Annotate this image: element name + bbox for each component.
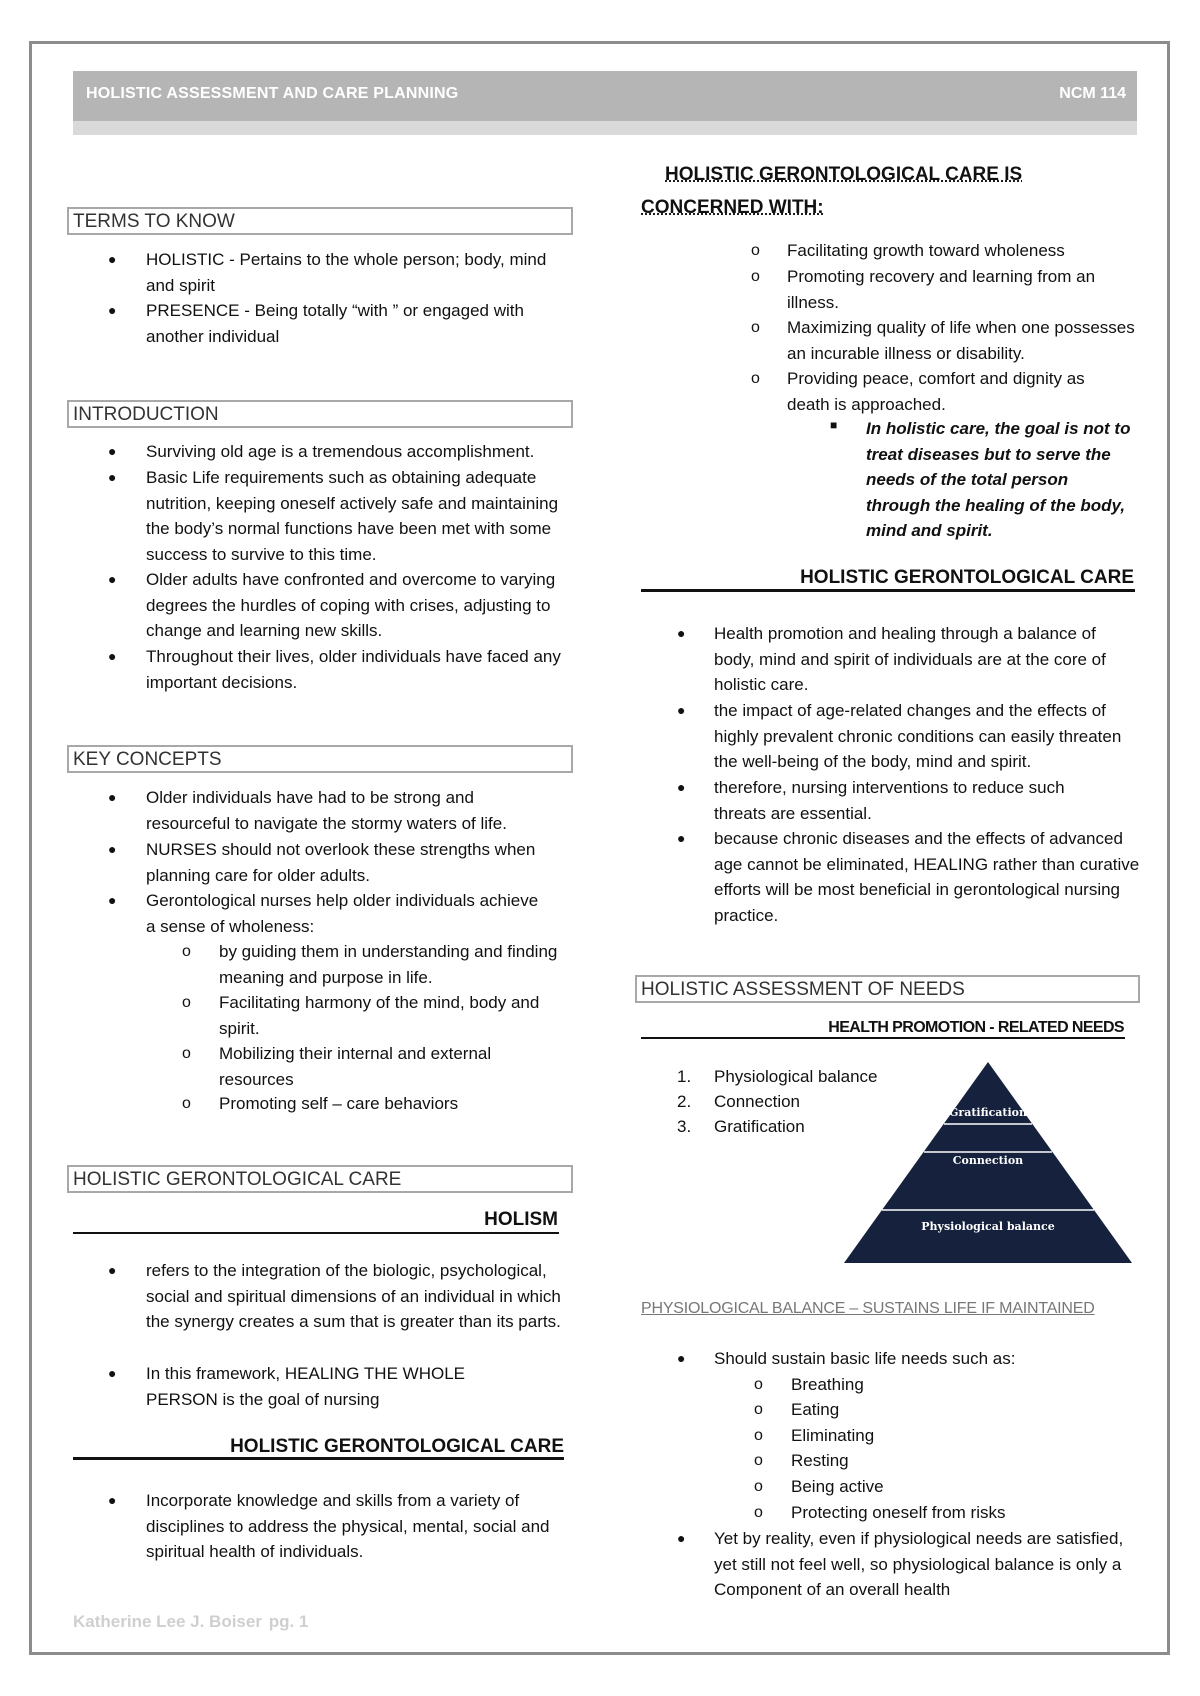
list-item-text: Older individuals have had to be strong and resourceful to navigate the stormy waters of life.	[146, 788, 507, 833]
sub-list-item-text: by guiding them in understanding and finding meaning and purpose in life.	[219, 942, 558, 987]
sub-list-item-text: Promoting recovery and learning from an illness.	[787, 267, 1096, 312]
list-item-text: HOLISTIC - Pertains to the whole person; body, mind and spirit	[146, 250, 547, 295]
list-item-text: Surviving old age is a tremendous accomplishment.	[146, 442, 535, 461]
circle-bullet-icon: o	[182, 994, 191, 1011]
sub-list-item-text: Being active	[791, 1477, 884, 1496]
physiological-balance-title: PHYSIOLOGICAL BALANCE – SUSTAINS LIFE IF MAINTAINED	[641, 1300, 1095, 1317]
bullet-icon: ●	[108, 892, 117, 908]
list-item-text: Should sustain basic life needs such as:	[714, 1349, 1016, 1368]
circle-bullet-icon: o	[182, 943, 191, 960]
pyramid-label-bottom: Physiological balance	[921, 1220, 1055, 1233]
circle-bullet-icon: o	[754, 1427, 763, 1444]
list-item-text: In this framework, HEALING THE WHOLE PERSON is the goal of nursing	[146, 1364, 465, 1409]
footer-author: Katherine Lee J. Boiser	[73, 1612, 262, 1631]
bullet-icon: ●	[108, 648, 117, 664]
bullet-icon: ●	[108, 1262, 117, 1278]
circle-bullet-icon: o	[751, 370, 760, 387]
circle-bullet-icon: o	[754, 1452, 763, 1469]
terms-heading: TERMS TO KNOW	[67, 207, 573, 235]
list-item-text: Incorporate knowledge and skills from a variety of disciplines to address the physical, mental, social and spiritual health of individuals.	[146, 1491, 550, 1561]
numbered-item-text: Connection	[714, 1092, 801, 1111]
concerned-title-line2: CONCERNED WITH:	[641, 197, 824, 218]
bullet-icon: ●	[677, 625, 686, 641]
list-item-text: PRESENCE - Being totally “with ” or engaged with another individual	[146, 301, 524, 346]
sub-list-item-text: Facilitating harmony of the mind, body and spirit.	[219, 993, 540, 1038]
circle-bullet-icon: o	[754, 1504, 763, 1521]
list-item-text: Older adults have confronted and overcome to varying degrees the hurdles of coping with crises, adjusting to change and learning new skills.	[146, 570, 556, 640]
number-label: 1.	[677, 1067, 692, 1086]
holism-rule	[73, 1232, 559, 1234]
sub-list-item-text: Maximizing quality of life when one possesses an incurable illness or disability.	[787, 318, 1135, 363]
sub-list-item-text: Protecting oneself from risks	[791, 1503, 1006, 1522]
gerontological-care-rule	[73, 1457, 564, 1460]
page-footer	[73, 1612, 308, 1632]
gerontological-care-rule-2	[641, 589, 1135, 592]
assessment-needs-heading: HOLISTIC ASSESSMENT OF NEEDS	[635, 975, 1140, 1003]
bullet-icon: ●	[108, 469, 117, 485]
list-item-text: Gerontological nurses help older individuals achieve a sense of wholeness:	[146, 891, 539, 936]
health-promotion-rule	[641, 1037, 1125, 1039]
number-label: 3.	[677, 1117, 692, 1136]
number-label: 2.	[677, 1092, 692, 1111]
needs-pyramid-diagram	[842, 1060, 1134, 1266]
bullet-icon: ●	[677, 702, 686, 718]
concerned-title	[641, 158, 1101, 224]
concerned-title-line1: HOLISTIC GERONTOLOGICAL CARE IS	[665, 164, 1023, 185]
sub-list-item-text: Eating	[791, 1400, 840, 1419]
bullet-icon: ●	[108, 789, 117, 805]
gerontological-care-title: HOLISTIC GERONTOLOGICAL CARE	[230, 1436, 564, 1457]
gerontological-care-title-2: HOLISTIC GERONTOLOGICAL CARE	[800, 567, 1134, 588]
document-title: HOLISTIC ASSESSMENT AND CARE PLANNING	[86, 85, 459, 102]
list-item-text: refers to the integration of the biologic, psychological, social and spiritual dimensions of an individual in which the synergy creates a sum that is greater than its parts.	[146, 1261, 561, 1331]
course-code: NCM 114	[1059, 85, 1126, 102]
sub-list-item-text: Breathing	[791, 1375, 864, 1394]
list-item-text: Health promotion and healing through a balance of body, mind and spirit of individuals are at the core of holistic care.	[714, 624, 1106, 694]
square-bullet-icon: ■	[830, 418, 838, 432]
sub-list-item-text: Resting	[791, 1451, 849, 1470]
holism-title: HOLISM	[484, 1209, 558, 1230]
list-item-text: Basic Life requirements such as obtaining adequate nutrition, keeping oneself actively safe and maintaining the body’s normal functions have been met with some success to survive to this time.	[146, 468, 559, 564]
holistic-goal-note: In holistic care, the goal is not to treat diseases but to serve the needs of the total person through the healing of the body, mind and spirit.	[866, 419, 1131, 540]
key-concepts-heading: KEY CONCEPTS	[67, 745, 573, 773]
bullet-icon: ●	[108, 302, 117, 318]
pyramid-label-middle: Connection	[952, 1154, 1024, 1167]
circle-bullet-icon: o	[182, 1045, 191, 1062]
list-item-text: because chronic diseases and the effects of advanced age cannot be eliminated, HEALING rather than curative efforts will be most beneficial in gerontological nursing practice.	[714, 829, 1140, 925]
circle-bullet-icon: o	[754, 1376, 763, 1393]
bullet-icon: ●	[677, 830, 686, 846]
circle-bullet-icon: o	[754, 1401, 763, 1418]
numbered-item-text: Gratification	[714, 1117, 805, 1136]
bullet-icon: ●	[108, 841, 117, 857]
sub-list-item-text: Promoting self – care behaviors	[219, 1094, 459, 1113]
sub-list-item-text: Providing peace, comfort and dignity as death is approached.	[787, 369, 1085, 414]
sub-list-item-text: Mobilizing their internal and external resources	[219, 1044, 492, 1089]
holistic-care-heading: HOLISTIC GERONTOLOGICAL CARE	[67, 1165, 573, 1193]
list-item-text: Yet by reality, even if physiological needs are satisfied, yet still not feel well, so physiological balance is only a Component of an overall health	[714, 1529, 1124, 1599]
bullet-icon: ●	[108, 1492, 117, 1508]
pyramid-label-top: Gratification	[949, 1106, 1027, 1119]
list-item-text: NURSES should not overlook these strengths when planning care for older adults.	[146, 840, 536, 885]
list-item-text: Throughout their lives, older individuals have faced any important decisions.	[146, 647, 561, 692]
circle-bullet-icon: o	[182, 1095, 191, 1112]
list-item-text: therefore, nursing interventions to reduce such threats are essential.	[714, 778, 1065, 823]
circle-bullet-icon: o	[751, 268, 760, 285]
sub-list-item-text: Facilitating growth toward wholeness	[787, 241, 1065, 260]
footer-page-number: pg. 1	[268, 1612, 309, 1631]
circle-bullet-icon: o	[751, 242, 760, 259]
circle-bullet-icon: o	[754, 1478, 763, 1495]
introduction-heading: INTRODUCTION	[67, 400, 573, 428]
header-shadow	[73, 121, 1137, 135]
list-item-text: the impact of age-related changes and the effects of highly prevalent chronic conditions can easily threaten the well-being of the body, mind and spirit.	[714, 701, 1122, 771]
bullet-icon: ●	[677, 1350, 686, 1366]
health-promotion-subtitle: HEALTH PROMOTION - RELATED NEEDS	[828, 1019, 1124, 1036]
numbered-item-text: Physiological balance	[714, 1067, 878, 1086]
bullet-icon: ●	[108, 443, 117, 459]
bullet-icon: ●	[677, 779, 686, 795]
sub-list-item-text: Eliminating	[791, 1426, 875, 1445]
bullet-icon: ●	[108, 571, 117, 587]
circle-bullet-icon: o	[751, 319, 760, 336]
bullet-icon: ●	[108, 1365, 117, 1381]
bullet-icon: ●	[108, 251, 117, 267]
bullet-icon: ●	[677, 1530, 686, 1546]
